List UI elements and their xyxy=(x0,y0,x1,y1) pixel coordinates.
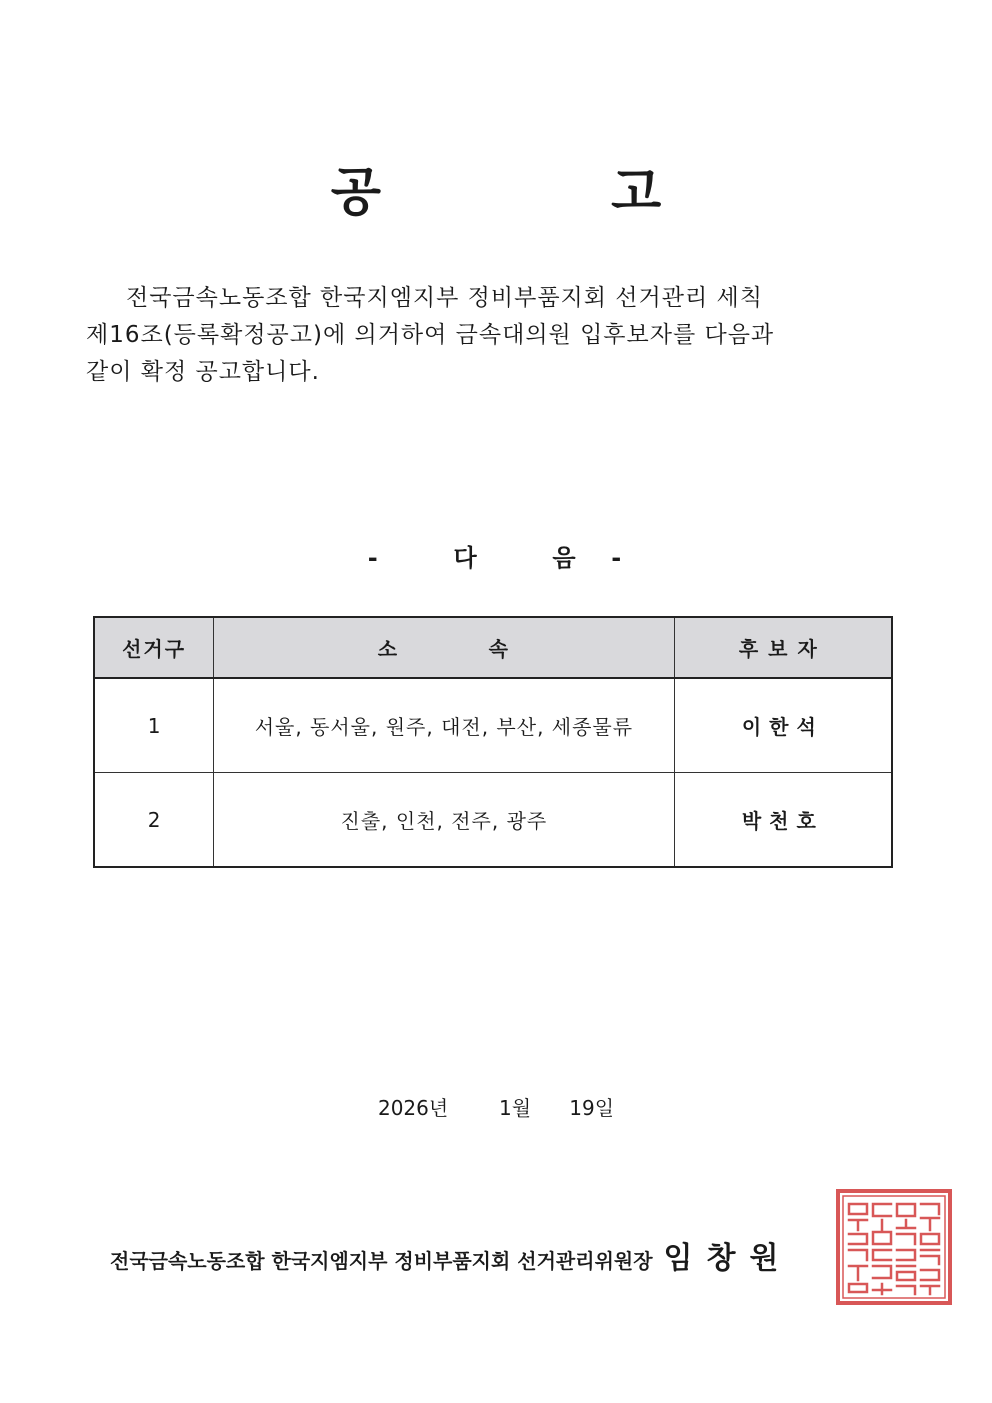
issuing-organization: 전국금속노동조합 한국지엠지부 정비부품지회 선거관리위원장 xyxy=(110,1249,653,1273)
header-affiliation: 소 속 xyxy=(214,617,675,678)
heading-word-2: 음 xyxy=(552,544,579,572)
document-title xyxy=(0,150,992,225)
district-cell: 1 xyxy=(94,678,214,773)
body-line-1: 전국금속노동조합 한국지엠지부 정비부품지회 선거관리 세칙 xyxy=(126,285,763,311)
heading-right-dash: - xyxy=(611,544,625,572)
candidate-cell: 박천호 xyxy=(674,773,892,868)
candidate-cell: 이한석 xyxy=(674,678,892,773)
body-line-3: 같이 확정 공고합니다. xyxy=(86,359,320,385)
district-cell: 2 xyxy=(94,773,214,868)
heading-left-dash: - xyxy=(367,544,381,572)
header-candidate: 후보자 xyxy=(674,617,892,678)
header-district: 선거구 xyxy=(94,617,214,678)
announcement-body xyxy=(86,280,936,391)
heading-word-1: 다 xyxy=(453,544,480,572)
table-row xyxy=(94,773,892,868)
title-char-2: 고 xyxy=(611,162,662,223)
chair-name: 임창원 xyxy=(663,1241,793,1276)
date-month: 1월 xyxy=(499,1096,532,1120)
date-year: 2026년 xyxy=(377,1096,449,1120)
seal-graphic xyxy=(835,1188,953,1306)
section-heading xyxy=(0,538,992,573)
signature-line xyxy=(110,1233,792,1277)
table-row xyxy=(94,678,892,773)
title-char-1: 공 xyxy=(330,162,381,223)
announcement-date xyxy=(0,1092,992,1121)
affiliation-cell: 진출, 인천, 전주, 광주 xyxy=(214,773,675,868)
affiliation-cell: 서울, 동서울, 원주, 대전, 부산, 세종물류 xyxy=(214,678,675,773)
candidates-table xyxy=(93,616,893,868)
table-header-row xyxy=(94,617,892,678)
body-line-2: 제16조(등록확정공고)에 의거하여 금속대의원 입후보자를 다음과 xyxy=(86,322,775,348)
date-day: 19일 xyxy=(569,1096,615,1120)
official-seal-stamp xyxy=(835,1188,953,1306)
